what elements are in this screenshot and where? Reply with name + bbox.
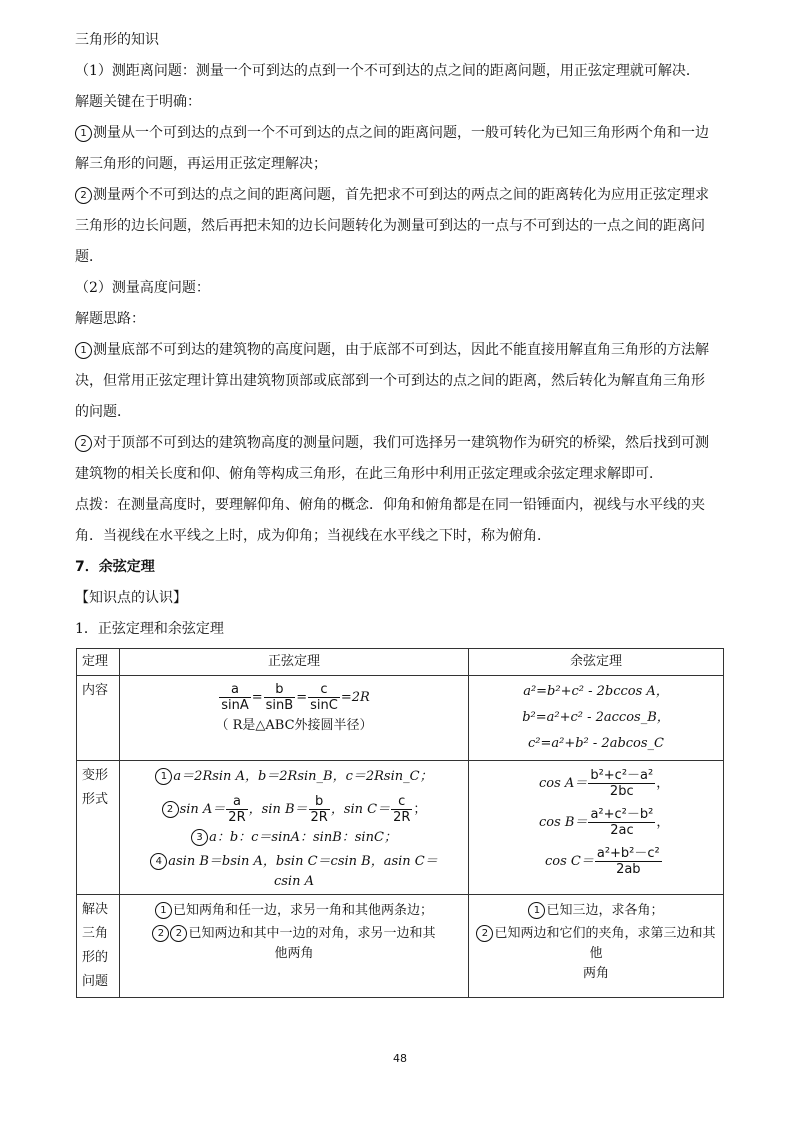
table-row [77,676,724,761]
document-body [75,20,727,639]
paragraph: 建筑物的相关长度和仰、俯角等构成三角形，在此三角形中利用正弦定理或余弦定理求解即可． [75,466,663,482]
paragraph: 1 测量底部不可到达的建筑物的高度问题，由于底部不可到达，因此不能直接用解直角三角形的方法解 [75,340,727,360]
paragraph: 三角形的边长问题，然后再把未知的边长问题转化为测量可到达的一点与不可到达的一点之间的距离问 [75,218,705,234]
application-line: 2 已知两边和它们的夹角，求第三边和其他 [474,924,718,964]
paragraph: 题． [75,249,103,265]
paragraph: （1）测距离问题：测量一个可到达的点到一个不可到达的点之间的距离问题，用正弦定理就可解决． [75,63,700,79]
cosine-law-line: b²=a²+c² - 2accos_B， [522,710,670,725]
paragraph: 解三角形的问题，再运用正弦定理解决； [75,156,327,172]
row-label: 解决 三角 形的 问题 [77,895,120,998]
circled-number: 1 [75,125,92,142]
cosine-variants-cell [469,761,724,895]
section-intro: 三角形的知识 [75,32,159,48]
application-line: 2 2 已知两边和其中一边的对角，求另一边和其 [125,924,463,944]
circled-number: 2 [75,187,92,204]
paragraph: 点拨：在测量高度时，要理解仰角、俯角的概念．仰角和俯角都是在同一铅锤面内，视线与水平线的夹 [75,497,705,513]
variant-line: 1 a＝2Rsin A，b＝2Rsin_B，c＝2Rsin_C； [125,764,463,790]
paragraph: 的问题． [75,404,131,420]
header-cell: 正弦定理 [120,649,469,676]
circled-number: 2 [75,435,92,452]
sine-law-formula: $\frac{a}{\sin A}$ = $\frac{b}{\sin B}$ = $\frac{c}{\sin C}$ =2R [221,682,370,713]
sine-variants-cell [120,761,469,895]
header-cell: 定理 [77,649,120,676]
paragraph: 2 对于顶部不可到达的建筑物高度的测量问题，我们可选择另一建筑物作为研究的桥梁，然后找到可测 [75,433,727,453]
application-line: 两角 [582,966,609,981]
cosine-application-cell [469,895,724,998]
variant-line: csin A [273,874,314,889]
header-cell: 余弦定理 [469,649,724,676]
theorem-table [76,648,724,998]
sine-law-note: （ R是△ABC外接圆半径） [215,718,373,733]
table-row [77,895,724,998]
section-heading: 7．余弦定理 [75,559,155,575]
cos-a-formula: cos A＝ $\frac{\text{b²+c²－a²}}{2bc}$ ， [539,768,670,799]
sine-application-cell [120,895,469,998]
table-row [77,761,724,895]
paragraph: 角．当视线在水平线之上时，成为仰角；当视线在水平线之下时，称为俯角． [75,528,551,544]
row-label: 内容 [77,676,120,761]
cos-b-formula: cos B＝ $\frac{\text{a²+c²－b²}}{2ac}$ ， [539,807,670,838]
paragraph: 解题思路： [75,311,145,327]
variant-line: 4 asin B＝bsin A，bsin C＝csin B，asin C＝ [125,851,463,873]
application-line: 1 已知三边，求各角； [474,898,718,924]
cosine-law-line: a²=b²+c² - 2bccos A， [523,684,669,699]
table-header-row [77,649,724,676]
variant-line: 3 a：b：c＝sinA：sinB：sinC； [125,825,463,851]
knowledge-heading: 【知识点的认识】 [75,590,187,606]
cosine-law-cell [469,676,724,761]
circled-number: 1 [75,342,92,359]
paragraph: （2）测量高度问题： [75,280,210,296]
paragraph: 决，但常用正弦定理计算出建筑物顶部或底部到一个可到达的点之间的距离，然后转化为解直角三角形 [75,373,705,389]
paragraph: 2 测量两个不可到达的点之间的距离问题，首先把求不可到达的两点之间的距离转化为应用正弦定理求 [75,185,727,205]
page-number: 48 [393,1052,407,1065]
row-label: 变形 形式 [77,761,120,895]
paragraph: 解题关键在于明确： [75,94,201,110]
variant-line: 2 sin A＝ $\frac{a}{2R}$ ，sin B＝ $\frac{b}{2R}$ ，sin C＝ $\frac{c}{2R}$ ； [125,794,463,825]
application-line: 他两角 [274,946,314,961]
subsection-heading: 1．正弦定理和余弦定理 [75,621,224,637]
cos-c-formula: cos C＝ $\frac{\text{a²+b²－c²}}{2ab}$ [545,846,660,877]
cosine-law-line: c²=a²+b² - 2abcos_C [528,736,664,751]
sine-law-cell [120,676,469,761]
application-line: 1 已知两角和任一边，求另一角和其他两条边； [125,898,463,924]
paragraph: 1 测量从一个可到达的点到一个不可到达的点之间的距离问题，一般可转化为已知三角形两个角和一边 [75,123,727,143]
